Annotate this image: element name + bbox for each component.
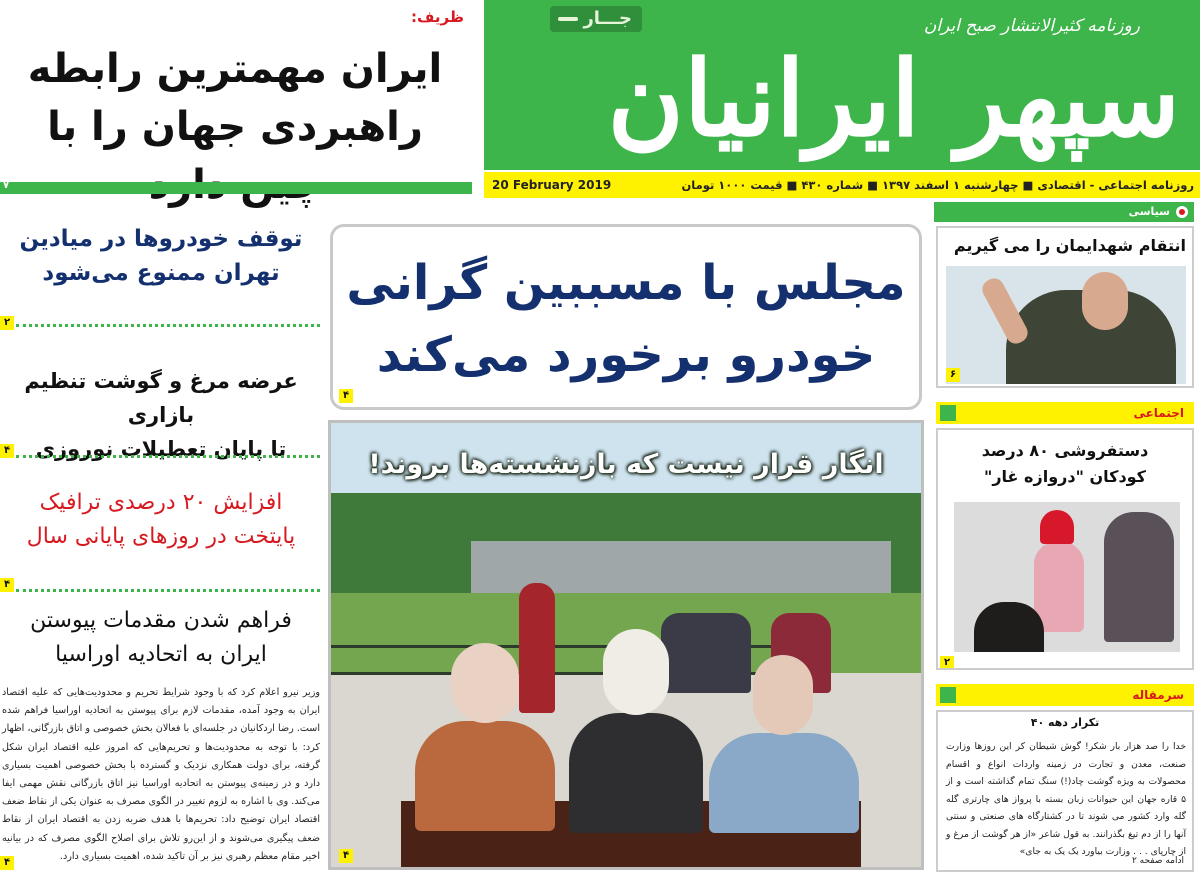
photo-head-center	[603, 629, 669, 715]
story-eurasia-body: وزیر نیرو اعلام کرد که با وجود شرایط تحریم و محدودیت‌هایی که علیه اقتصاد ایران به وجود آمده، مقدمات لازم برای پیوستن به اتحادیه اوراسیا فراهم شده است. رضا اردکانیان در جلسه‌ای با فعالان بخش خصوصی و اتاق بازرگانی، اظهار کرد: با توجه به محدودیت‌ها و تحریم‌هایی که امروز علیه اقتصاد ایران شکل گرفته، برای دولت همکاری نزدیک و گسترده با بخش خصوصی اهمیت بسیاری دارد و در زمینه‌ی پیوستن به اتحادیه اوراسیا نیز اتاق بازرگانی نقش مهمی ایفا می‌کند. وی با اشاره به لزوم تغییر در الگوی مصرف به عنوان یکی از نقاط ضعف اقتصاد ایران توضیح داد: تحریم‌ها با هدف ضربه زدن به اقتصاد ایران از نقاط ضعف پیگیری می‌شوند و از این‌رو تلاش برای اصلاح الگوی مصرف که در بیانیه اخیر مقام معظم رهبری نیز بر آن تاکید شده، اهمیت بسیاری دارد.	[2, 687, 320, 862]
photo-man-center	[569, 713, 703, 833]
section-header-editorial: سرمقاله	[936, 684, 1194, 706]
dotted-divider	[16, 324, 320, 327]
top-left-kicker: ظریف:	[411, 8, 464, 26]
editorial[interactable]	[936, 710, 1194, 872]
page-ref: ۴	[339, 849, 353, 863]
photo-head-left	[451, 643, 519, 723]
story-traffic-squares[interactable]: توقف خودروها در میادین تهران ممنوع می‌شود	[19, 226, 303, 286]
story-political[interactable]	[936, 226, 1194, 388]
page-ref: ۴	[0, 578, 14, 592]
issue-info: روزنامه اجتماعی - اقتصادی ■ چهارشنبه ۱ اسفند ۱۳۹۷ ■ شماره ۴۳۰ ■ قیمت ۱۰۰۰ تومان	[681, 178, 1194, 192]
lead-headline: مجلس با مسببین گرانی خودرو برخورد می‌کند	[346, 255, 906, 383]
page-ref: ۲	[0, 316, 14, 330]
masthead-subtitle: روزنامه کثیرالانتشار صبح ایران	[923, 16, 1140, 36]
story-social-photo	[954, 502, 1180, 652]
story-traffic-increase[interactable]: افزایش ۲۰ درصدی ترافیک پایتخت در روزهای پایانی سال	[26, 490, 296, 549]
photo-seated-group	[661, 613, 751, 693]
page-ref: ۶	[946, 368, 960, 382]
main-photo[interactable]	[328, 420, 924, 870]
page-ref: ۴	[0, 856, 14, 870]
date-bar	[484, 172, 1200, 198]
page-ref: ۴	[0, 444, 14, 458]
masthead-tag: جـــار	[550, 6, 642, 32]
masthead	[484, 0, 1200, 170]
story-social[interactable]	[936, 428, 1194, 670]
page-ref: ۴	[339, 389, 353, 403]
photo-man-right	[709, 733, 859, 833]
section-square-icon	[940, 405, 956, 421]
dotted-divider	[16, 455, 320, 458]
record-icon	[1176, 206, 1188, 218]
issue-date-en: 20 February 2019	[492, 178, 612, 192]
editorial-continued[interactable]: ادامه صفحه ۲	[1131, 856, 1184, 866]
story-social-headline: دستفروشی ۸۰ درصد کودکان "دروازه غار"	[981, 441, 1149, 486]
lead-story[interactable]	[330, 224, 922, 410]
story-political-photo	[946, 266, 1186, 384]
page-ref: ۲	[940, 656, 954, 670]
photo-man-left	[415, 721, 555, 831]
tag-dash-icon	[558, 17, 578, 21]
story-eurasia[interactable]: فراهم شدن مقدمات پیوستن ایران به اتحادیه اوراسیا	[30, 608, 292, 667]
photo-caption: انگار قرار نیست که بازنشسته‌ها بروند!	[368, 449, 884, 480]
dotted-divider	[16, 589, 320, 592]
masthead-logo: سپهر ایرانیان	[607, 37, 1180, 160]
top-left-headline: ایران مهمترین رابطه راهبردی جهان را با	[27, 46, 443, 150]
top-left-story[interactable]	[0, 0, 474, 196]
section-header-social: اجتماعی	[936, 402, 1194, 424]
photo-standing-man	[519, 583, 555, 713]
editorial-title: تکرار دهه ۴۰	[1030, 716, 1100, 729]
page-ref: ۷	[3, 180, 10, 191]
section-header-political: سیاسی	[934, 202, 1194, 222]
story-chicken-meat[interactable]: عرضه مرغ و گوشت تنظیم بازاری تا پایان تعطیلات نوروزی	[24, 369, 298, 461]
story-political-headline: انتقام شهدایمان را می گیریم	[953, 236, 1186, 255]
top-left-divider	[0, 182, 472, 194]
section-square-icon	[940, 687, 956, 703]
editorial-body: خدا را صد هزار بار شکر! گوش شیطان کر این روزها وزارت صنعت، معدن و تجارت در زمینه واردات انواع و اقسام محصولات به ویژه گوشت چاد(!) سنگ تمام گذاشته است و از ۵ قاره جهان این حیوانات زبان بسته با پرواز های چارتری گله گله وارد کشور می شوند تا در کشتارگاه های صنعتی و سنتی آنها را از دم تیغ بگذرانند. به قول شاعر «از هر گوشت از مرغ و از چارپای . . . وزارت بیاورد یک یک به جای»	[946, 741, 1186, 857]
photo-head-right	[753, 655, 813, 735]
